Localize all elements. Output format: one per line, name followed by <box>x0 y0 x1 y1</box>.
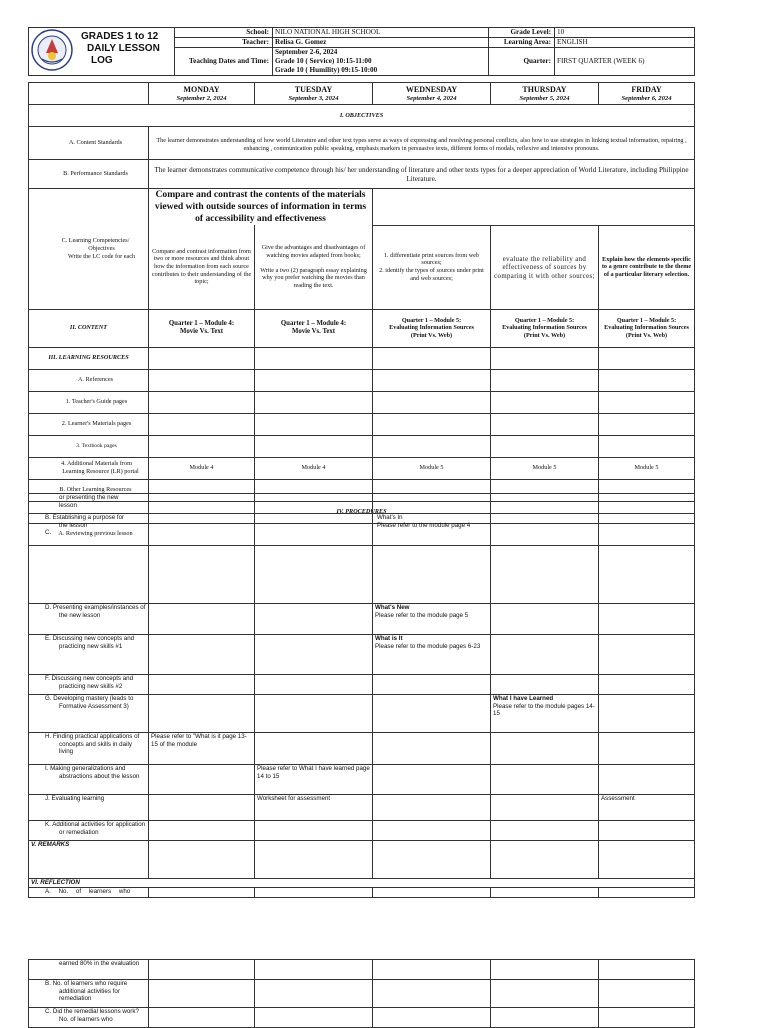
lesson-table-page-3 <box>28 959 695 1028</box>
reviewing-line: or presenting the new <box>59 494 119 501</box>
empty-cell <box>255 369 373 391</box>
day-header-blank <box>29 83 149 105</box>
dates-line-3: Grade 10 ( Humility) 09:15-10:00 <box>275 66 378 74</box>
whats-new-heading: What's New <box>375 604 410 611</box>
empty-cell <box>255 960 373 980</box>
empty-cell <box>255 821 373 841</box>
title-log: LOG <box>91 55 113 66</box>
objective-wednesday: 1. differentiate print sources from web sources; 2. identify the types of sources under print and web sources; <box>373 225 491 309</box>
dates-line-2: Grade 10 ( Service) 10:15-11:00 <box>275 57 372 65</box>
empty-cell <box>149 821 255 841</box>
objective-thursday: evaluate the reliability and effectiveness of sources by comparing it with other sources; <box>491 225 599 309</box>
learning-resources-heading: III. LEARNING RESOURCES <box>29 347 149 369</box>
empty-cell <box>255 604 373 635</box>
day-header-wednesday <box>373 83 491 105</box>
reviewing-previous-label: A. Reviewing previous lesson <box>29 523 149 545</box>
content-monday: Quarter 1 – Module 4: Movie Vs. Text <box>149 309 255 347</box>
empty-cell <box>599 733 695 765</box>
day-name: WEDNESDAY <box>405 84 458 94</box>
empty-cell <box>491 604 599 635</box>
performance-standards-text: The learner demonstrates communicative competence through his/ her understanding of literature and other texts types for a deeper appreciation of World Literature, including Philippine Literature. <box>149 160 695 189</box>
objective-tuesday: Give the advantages and disadvantages of watching movies adapted from books; Write a two (2) paragraph essay explaining why you prefer watching the movies than reading the text. <box>255 225 373 309</box>
empty-cell <box>599 369 695 391</box>
content-standards-text: The learner demonstrates understanding of how world Literature and other text types serve as ways of expressing and resolving personal conflicts, also how to use strategies in linking textual information, repairing , enhancing , communication public speaking, emphasis markers in persuasive texts, different forms of modals, reflexive and intensive pronouns. <box>149 127 695 160</box>
empty-cell <box>599 347 695 369</box>
day-date: September 2, 2024 <box>176 94 227 102</box>
empty-cell <box>255 980 373 1008</box>
generalization-tuesday: Please refer to What I have learned page 14 to 15 <box>255 765 373 795</box>
discussing-new-concepts-1-label: E. Discussing new concepts and practicing new skills #1 <box>29 635 149 675</box>
empty-cell <box>149 765 255 795</box>
additional-materials-label <box>29 457 149 479</box>
developing-mastery-label: G. Developing mastery (leads to Formative Assessment 3) <box>29 695 149 733</box>
content-wednesday: Quarter 1 – Module 5: Evaluating Information Sources (Print Vs. Web) <box>373 309 491 347</box>
empty-cell <box>373 369 491 391</box>
empty-cell <box>255 1008 373 1028</box>
content-thursday: Quarter 1 – Module 5: Evaluating Information Sources (Print Vs. Web) <box>491 309 599 347</box>
day-header-tuesday <box>255 83 373 105</box>
day-date: September 5, 2024 <box>519 94 570 102</box>
empty-cell <box>149 960 255 980</box>
empty-cell <box>599 514 695 604</box>
reflection-heading: VI. REFLECTION <box>29 879 695 888</box>
empty-cell <box>373 391 491 413</box>
whats-new-text: Please refer to the module page 5 <box>375 611 469 619</box>
empty-cell <box>373 695 491 733</box>
additional-materials-thursday: Module 5 <box>491 457 599 479</box>
empty-cell <box>373 765 491 795</box>
objective-monday: Compare and contrast information from two or more resources and think about how the information from each source contributes to their understanding of the topic; <box>149 225 255 309</box>
remarks-heading: V. REMARKS <box>29 841 149 879</box>
day-header-monday <box>149 83 255 105</box>
teacher-label: Teacher: <box>175 38 273 48</box>
dll-title-cell <box>29 28 175 76</box>
empty-cell <box>491 765 599 795</box>
discussing-1-wednesday <box>373 635 491 675</box>
empty-cell <box>373 435 491 457</box>
teacher-value: Relisa G. Gomez <box>273 38 489 48</box>
empty-cell <box>491 435 599 457</box>
empty-cell <box>255 391 373 413</box>
empty-cell <box>149 514 255 604</box>
empty-cell <box>255 514 373 604</box>
finding-practical-label: H. Finding practical applications of concepts and skills in daily living <box>29 733 149 765</box>
empty-cell <box>149 635 255 675</box>
empty-cell <box>149 435 255 457</box>
reviewing-continued-label <box>29 494 149 514</box>
dates-line-1: September 2-6, 2024 <box>275 48 338 56</box>
empty-cell <box>491 347 599 369</box>
what-i-have-learned-heading: What I have Learned <box>493 695 554 702</box>
day-header-friday <box>599 83 695 105</box>
presenting-wednesday <box>373 604 491 635</box>
empty-cell <box>491 413 599 435</box>
purpose-line: the lesson <box>59 521 88 529</box>
empty-cell <box>491 841 599 879</box>
quarter-value: FIRST QUARTER (WEEK 6) <box>555 48 695 76</box>
additional-materials-friday: Module 5 <box>599 457 695 479</box>
empty-cell <box>599 675 695 695</box>
content-standards-label: A. Content Standards <box>29 127 149 160</box>
empty-cell <box>491 795 599 821</box>
competencies-label <box>29 189 149 310</box>
empty-cell <box>599 604 695 635</box>
title-daily-lesson: DAILY LESSON <box>87 43 160 54</box>
empty-cell <box>491 514 599 604</box>
empty-cell <box>373 821 491 841</box>
presenting-examples-label: D. Presenting examples/instances of the new lesson <box>29 604 149 635</box>
remedial-lessons-label: C. Did the remedial lessons work? No. of learners who <box>29 1008 149 1028</box>
competency-spacer <box>373 189 695 226</box>
procedures-heading: IV. PROCEDURES <box>29 501 695 523</box>
empty-cell <box>149 369 255 391</box>
empty-cell <box>599 765 695 795</box>
empty-cell <box>373 494 491 514</box>
evaluating-tuesday: Worksheet for assessment <box>255 795 373 821</box>
empty-cell <box>255 841 373 879</box>
empty-cell <box>373 675 491 695</box>
additional-materials-wednesday: Module 5 <box>373 457 491 479</box>
evaluating-learning-label: J. Evaluating learning <box>29 795 149 821</box>
references-label: A. References <box>29 369 149 391</box>
school-value: NILO NATIONAL HIGH SCHOOL <box>273 28 489 38</box>
empty-cell <box>599 841 695 879</box>
empty-cell <box>599 435 695 457</box>
additional-materials-line: Learning Resource (LR) portal <box>62 468 139 475</box>
header-table <box>28 27 695 76</box>
empty-cell <box>599 635 695 675</box>
empty-cell <box>373 1008 491 1028</box>
learning-area-value: ENGLISH <box>555 38 695 48</box>
empty-cell <box>149 413 255 435</box>
empty-cell <box>599 695 695 733</box>
empty-cell <box>491 980 599 1008</box>
deped-seal-icon <box>31 29 73 71</box>
grade-level-value: 10 <box>555 28 695 38</box>
additional-materials-line: 4. Additional Materials from <box>61 460 132 468</box>
empty-cell <box>255 635 373 675</box>
empty-cell <box>255 888 373 898</box>
objective-friday: Explain how the elements specific to a genre contribute to the theme of a particular literary selection. <box>599 225 695 309</box>
empty-cell <box>491 494 599 514</box>
empty-cell <box>491 675 599 695</box>
earned-80-label: earned 80% in the evaluation <box>29 960 149 980</box>
teaching-dates-value <box>273 48 489 76</box>
empty-cell <box>491 635 599 675</box>
empty-cell <box>149 604 255 635</box>
empty-cell <box>599 960 695 980</box>
empty-cell <box>599 413 695 435</box>
empty-cell <box>149 888 255 898</box>
competencies-label-line: C. Learning Competencies/ <box>61 237 130 245</box>
empty-cell <box>491 960 599 980</box>
quarter-label: Quarter: <box>489 48 555 76</box>
other-resources-label: B. Other Learning Resources <box>29 479 149 501</box>
empty-cell <box>599 1008 695 1028</box>
empty-cell <box>491 733 599 765</box>
empty-cell <box>255 413 373 435</box>
learners-remediation-label: B. No. of learners who require additional activities for remediation <box>29 980 149 1008</box>
empty-cell <box>149 1008 255 1028</box>
evaluating-friday: Assessment <box>599 795 695 821</box>
additional-activities-label: K. Additional activities for application or remediation <box>29 821 149 841</box>
day-name: THURSDAY <box>522 84 567 94</box>
additional-materials-tuesday: Module 4 <box>255 457 373 479</box>
empty-cell <box>373 960 491 980</box>
empty-cell <box>373 841 491 879</box>
practical-monday: Please refer to "What is it page 13-15 of the module <box>149 733 255 765</box>
whats-in-text: Please refer to the module page 4 <box>377 521 471 529</box>
empty-cell <box>599 821 695 841</box>
purpose-line: C. <box>45 529 52 537</box>
learners-label: A. No. of learners who <box>29 888 149 898</box>
day-name: MONDAY <box>183 84 220 94</box>
day-date: September 4, 2024 <box>406 94 457 102</box>
content-tuesday: Quarter 1 – Module 4: Movie Vs. Text <box>255 309 373 347</box>
empty-cell <box>373 347 491 369</box>
teachers-guide-label: 1. Teacher's Guide pages <box>29 391 149 413</box>
additional-materials-monday: Module 4 <box>149 457 255 479</box>
purpose-line: B. Establishing a purpose for <box>45 514 125 521</box>
empty-cell <box>149 675 255 695</box>
mastery-thursday <box>491 695 599 733</box>
empty-cell <box>491 1008 599 1028</box>
empty-cell <box>599 980 695 1008</box>
empty-cell <box>149 391 255 413</box>
empty-cell <box>491 369 599 391</box>
empty-cell <box>149 494 255 514</box>
empty-cell <box>373 413 491 435</box>
empty-cell <box>149 695 255 733</box>
empty-cell <box>149 347 255 369</box>
day-name: FRIDAY <box>631 84 662 94</box>
making-generalizations-label: I. Making generalizations and abstractions about the lesson <box>29 765 149 795</box>
performance-standards-label: B. Performance Standards <box>29 160 149 189</box>
competency-main-text: Compare and contrast the contents of the materials viewed with outside sources of information in terms of accessibility and effectiveness <box>149 189 373 226</box>
empty-cell <box>373 733 491 765</box>
empty-cell <box>599 888 695 898</box>
discussing-new-concepts-2-label: F. Discussing new concepts and practicing new skills #2 <box>29 675 149 695</box>
empty-cell <box>373 888 491 898</box>
empty-cell <box>599 391 695 413</box>
empty-cell <box>255 733 373 765</box>
content-friday: Quarter 1 – Module 5: Evaluating Information Sources (Print Vs. Web) <box>599 309 695 347</box>
teaching-dates-label: Teaching Dates and Time: <box>175 48 273 76</box>
lesson-table-page-1 <box>28 82 695 546</box>
empty-cell <box>255 435 373 457</box>
empty-cell <box>255 494 373 514</box>
empty-cell <box>255 675 373 695</box>
objectives-heading: I. OBJECTIVES <box>29 105 695 127</box>
day-name: TUESDAY <box>294 84 333 94</box>
title-grades: GRADES 1 to 12 <box>81 31 159 42</box>
lesson-table-page-2 <box>28 493 695 898</box>
empty-cell <box>149 980 255 1008</box>
empty-cell <box>491 391 599 413</box>
empty-cell <box>255 347 373 369</box>
what-i-have-learned-text: Please refer to the module pages 14-15 <box>493 702 595 718</box>
empty-cell <box>373 795 491 821</box>
establishing-purpose-label <box>29 514 149 604</box>
empty-cell <box>491 888 599 898</box>
empty-cell <box>373 980 491 1008</box>
empty-cell <box>491 821 599 841</box>
content-heading: II. CONTENT <box>29 309 149 347</box>
grade-level-label: Grade Level: <box>489 28 555 38</box>
day-header-thursday <box>491 83 599 105</box>
what-is-it-text: Please refer to the module pages 6-23 <box>375 642 481 650</box>
whats-in-heading: What's In <box>377 514 403 521</box>
school-label: School: <box>175 28 273 38</box>
textbook-pages-label: 3. Textbook pages <box>29 435 149 457</box>
reviewing-line: lesson <box>59 501 77 509</box>
what-is-it-heading: What is It <box>375 635 403 642</box>
purpose-wednesday <box>373 514 491 604</box>
competencies-label-line: Write the LC code for each <box>67 252 136 260</box>
competencies-label-line: Objectives <box>88 244 115 252</box>
learning-area-label: Learning Area: <box>489 38 555 48</box>
day-date: September 6, 2024 <box>621 94 672 102</box>
day-date: September 3, 2024 <box>288 94 339 102</box>
learners-materials-label: 2. Learner's Materials pages <box>29 413 149 435</box>
empty-cell <box>149 795 255 821</box>
empty-cell <box>149 841 255 879</box>
empty-cell <box>599 494 695 514</box>
empty-cell <box>255 695 373 733</box>
